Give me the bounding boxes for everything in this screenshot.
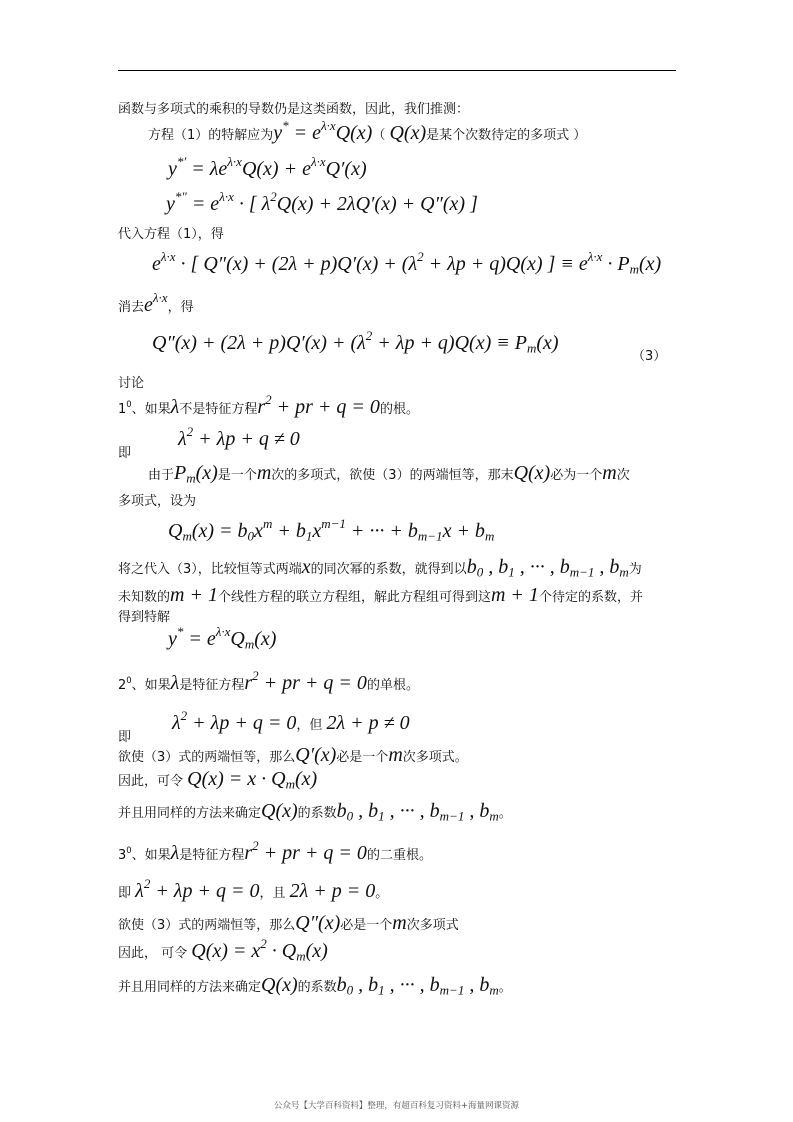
text-run-c3-p1-2: 必是一个 [340,918,393,933]
math-run-c2-cond-2: 2λ + p ≠ 0 [326,712,410,734]
page-footer: 公众号【大学百科资料】整理，有超百科复习资料+海量网课资源 [273,1101,520,1111]
math-run-c1-p4-3: m + 1 [490,584,539,606]
math-run-c1-p3-3: $b_0$ , $b_1$ , ··· , $b_{m-1}$ , $b_m$ [466,556,629,580]
math-run-c1-p1-5: Q(x) [513,462,551,484]
math-run-guess-3: Q(x) [389,122,427,144]
math-run-c2-cond-0: $\lambda^2 + \lambda p + q = 0$ [172,707,297,734]
math-run-c3-cond-1: $\lambda^2 + \lambda p + q = 0$ [135,875,260,902]
first-derivative-equation [168,153,367,181]
header-rule [118,70,676,71]
text-run-c2-p1-2: 必是一个 [336,750,389,765]
text-run-c2-0: $2^0$、如果 [118,675,171,693]
text-run-c2-4: 的单根。 [366,678,419,693]
case-2-para-2 [118,768,317,791]
math-run-c2-p1-3: m [388,744,403,766]
text-run-discuss-0: 讨论 [118,376,145,391]
math-run-c1-p3-1: x [301,556,311,578]
text-run-c1-p1-8: 次 [616,468,630,483]
text-run-c1-2: 不是特征方程 [179,402,258,417]
second-derivative-equation [166,188,478,216]
math-run-c3-p1-3: m [392,912,407,934]
text-run-guess-2: （ [372,128,390,143]
case-1-para-2 [118,490,196,509]
text-run-c2-p1-0: 欲使（3）式的两端恒等，那么 [118,750,296,765]
case-2-condition [172,707,410,735]
text-run-c1-p1-6: 必为一个 [550,468,603,483]
math-run-c2-3: $r^2$ + pr + q = 0 [244,667,367,694]
text-run-eq3-num-0: （3） [632,349,667,364]
text-run-c1-p4-2: 个线性方程的联立方程组，解此方程组可得到这 [217,590,491,605]
substitute-text [118,223,224,242]
text-run-c2-p3-2: 的系数 [297,806,337,821]
math-run-eq3-0: $Q''(x) + (2\lambda + p)Q'(x) + (\lambda^2 + \lambda p + q)Q(x) \equiv P_m(x)$ [152,327,559,356]
text-run-c3-p1-4: 次多项式 [406,918,459,933]
case-3-para-3 [118,974,512,997]
text-run-c1-p4-0: 未知数的 [118,590,171,605]
math-run-c3-p3-3: $b_0$ , $b_1$ , ··· , $b_{m-1}$ , $b_m$ [336,974,499,998]
text-run-c1-ie-0: 即 [118,446,132,461]
particular-solution-guess [148,117,587,145]
text-run-c1-p3-4: 为 [628,562,642,577]
text-run-c1-p3-2: 的同次幂的系数，就得到以 [310,562,467,577]
math-run-c1-ineq-0: $\lambda^2 + \lambda p + q \ne 0$ [178,423,300,450]
text-run-c1-p4-4: 个待定的系数，并 [538,590,643,605]
text-run-cancel-2: ，得 [167,300,194,315]
text-run-c3-p3-2: 的系数 [297,980,337,995]
text-run-c2-2: 是特征方程 [179,678,245,693]
case-3-para-2 [118,935,328,964]
math-run-c3-p1-1: Q″(x) [295,912,341,934]
math-run-cancel-1: $e^{\lambda\cdot x}$ [144,289,168,316]
text-run-c3-p3-4: 。 [498,980,512,995]
text-run-c2-p1-4: 次多项式。 [402,750,468,765]
text-run-c3-p3-0: 并且用同样的方法来确定 [118,980,262,995]
text-run-guess-0: 方程（1）的特解应为 [148,128,274,143]
text-run-subst-0: 代入方程（1），得 [118,227,224,242]
math-run-c1-Qm-0: $Q_m(x) = b_0x^m + b_1x^{m-1}$ + ··· + $b_{m-1}x + b_m$ [168,515,495,544]
math-run-deriv1-0: $y^{*'} = \lambda e^{\lambda\cdot x}Q(x) + e^{\lambda\cdot x}Q'(x)$ [168,153,367,180]
text-run-c1-p2-0: 多项式，设为 [118,494,197,509]
math-run-c3-1: λ [170,842,180,864]
text-run-c3-cond-0: 即 [118,886,136,901]
text-run-c3-p2-0: 因此， 可令 [118,946,192,961]
cancel-text [118,289,194,317]
case-2-para-3 [118,800,512,823]
text-run-c3-2: 是特征方程 [179,848,245,863]
math-run-c1-p1-7: m [602,462,617,484]
intro-line [118,98,469,117]
case-1-inequality [178,423,300,451]
math-run-c3-p2-1: $Q(x) = x^2 \cdot Q_m(x)$ [191,935,328,964]
math-run-eq-sub-0: $e^{\lambda\cdot x}$ · [ $Q''(x) + (2\lambda + p)Q'(x) + (\lambda^2 + \lambda p + q)Q(x)$ ] ≡ $e^{\lambda\cdot x} \cdot P_m(x)$ [152,248,662,277]
math-run-c1-p4-1: m + 1 [170,584,218,606]
case-2-para-1 [118,744,468,767]
case-1-para-3 [118,556,642,579]
text-run-c2-p3-4: 。 [498,806,512,821]
case-2-ie [118,726,131,745]
case-3-para-1 [118,912,459,935]
text-run-c3-4: 的二重根。 [366,848,432,863]
text-run-c1-p1-4: 次的多项式，欲使（3）的两端恒等，那末 [271,468,514,483]
case-2-heading [118,667,419,695]
text-run-intro-0: 函数与多项式的乘积的导数仍是这类函数，因此，我们推测： [118,102,470,117]
math-run-c1-1: λ [170,396,180,418]
math-run-c2-1: λ [170,672,180,694]
text-run-c1-p1-2: 是一个 [217,468,257,483]
math-run-c2-p3-1: Q(x) [261,800,298,822]
substituted-equation [152,248,662,277]
case-1-para-4 [118,584,643,607]
text-run-c1-p1-0: 由于 [148,468,175,483]
math-run-c3-cond-3: 2λ + p = 0 [289,880,376,902]
text-run-c3-cond-2: ，且 [259,886,290,901]
case-1-para-5 [118,606,170,625]
text-run-c1-4: 的根。 [379,402,419,417]
math-run-c1-3: $r^2$ + pr + q = 0 [257,391,380,418]
math-run-c3-p3-1: Q(x) [261,974,298,996]
text-run-c1-p3-0: 将之代入（3），比较恒等式两端 [118,562,302,577]
text-run-c3-cond-4: 。 [375,886,389,901]
case-3-heading [118,837,432,865]
text-run-c1-0: $1^0$、如果 [118,399,171,417]
text-run-cancel-0: 消去 [118,300,145,315]
case-1-heading [118,391,419,419]
equation-3 [152,327,559,356]
case-1-particular-solution [168,623,277,652]
math-run-deriv2-0: $y^{*''} = e^{\lambda\cdot x}$ · [ $\lambda^2Q(x) + 2\lambda Q'(x) + Q''(x)$ ] [166,188,478,215]
text-run-guess-4: 是某个次数待定的多项式 ） [426,128,587,143]
text-run-c2-p3-0: 并且用同样的方法来确定 [118,806,262,821]
case-1-ie [118,442,131,461]
text-run-c3-0: $3^0$、如果 [118,845,171,863]
case-1-Qm-definition [168,515,495,544]
text-run-c2-p2-0: 因此，可令 [118,774,188,789]
text-run-c2-ie-0: 即 [118,730,132,745]
math-run-c2-p1-1: Q′(x) [295,744,337,766]
text-run-c1-p5-0: 得到特解 [118,610,171,625]
text-run-c3-p1-0: 欲使（3）式的两端恒等，那么 [118,918,296,933]
equation-3-number [632,345,666,364]
text-run-c2-cond-1: ，但 [296,718,327,733]
math-run-c1-sol-0: $y^* = e^{\lambda\cdot x}Q_m(x)$ [168,623,277,652]
math-run-c1-p1-3: m [256,462,272,484]
math-run-c3-3: $r^2$ + pr + q = 0 [244,837,367,864]
case-3-condition [118,875,389,903]
math-run-c2-p3-3: $b_0$ , $b_1$ , ··· , $b_{m-1}$ , $b_m$ [336,800,499,824]
math-run-guess-1: $y^* = e^{\lambda\cdot x}Q(x)$ [273,117,373,144]
math-run-c1-p1-1: $P_m(x)$ [174,462,218,486]
case-1-para-1 [148,462,630,485]
math-run-c2-p2-1: $Q(x) = x \cdot Q_m(x)$ [187,768,318,792]
discussion-heading [118,372,144,391]
